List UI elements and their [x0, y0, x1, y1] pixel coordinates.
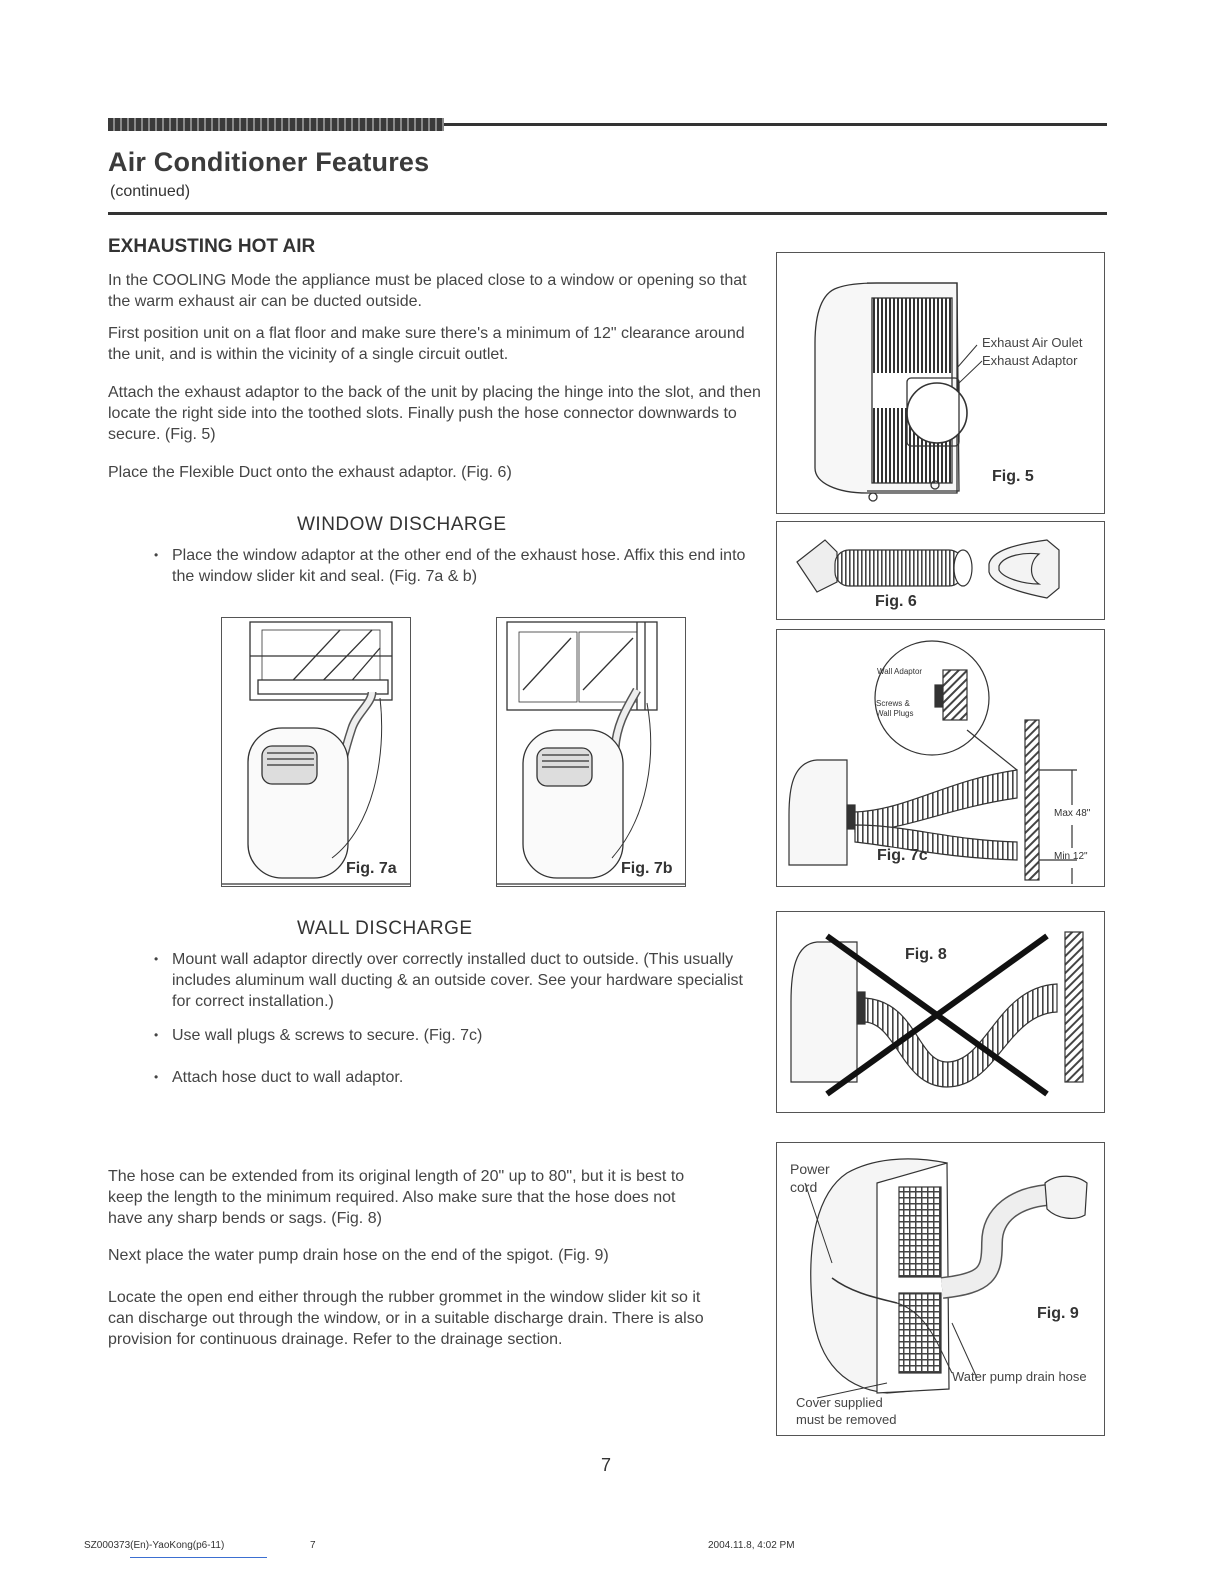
fig5-callout-exhaust-adaptor: Exhaust Adaptor	[982, 353, 1078, 368]
exhausting-paragraph-1: In the COOLING Mode the appliance must be placed close to a window or opening so that the warm exhaust air can be ducted outside.	[108, 272, 747, 310]
window-discharge-bullet: • Place the window adaptor at the other end of the exhaust hose. Affix this end into the window slider kit and seal. (Fig. 7a & b)	[152, 545, 772, 587]
flexible-duct-illustration	[777, 522, 1104, 619]
footer-page-small: 7	[310, 1540, 316, 1551]
figure-7b	[496, 617, 686, 887]
fig7c-screws-label-2: Wall Plugs	[876, 709, 914, 718]
hose-paragraph-1: The hose can be extended from its original length of 20" up to 80", but it is best to keep the length to the minimum required. Also make sure that the hose does not have any sharp bends or sags. (Fig. 8)	[108, 1168, 685, 1227]
footer-timestamp: 2004.11.8, 4:02 PM	[708, 1540, 795, 1551]
hose-paragraph-3: Locate the open end either through the rubber grommet in the window slider kit so it can discharge out through the window, or in a suitable discharge drain. There is also provision for continuous drainage. Refer to the drainage section.	[108, 1289, 704, 1348]
header-thin-rule	[444, 123, 1107, 126]
page-number: 7	[601, 1455, 612, 1475]
page-subtitle: (continued)	[110, 183, 191, 200]
fig7c-wall-adaptor-label: Wall Adaptor	[877, 667, 923, 676]
figure-5-label: Fig. 5	[992, 468, 1034, 485]
figure-6	[776, 521, 1105, 620]
wall-discharge-heading: WALL DISCHARGE	[297, 918, 473, 939]
fig7c-screws-label-1: Screws &	[876, 699, 910, 708]
exhausting-heading: EXHAUSTING HOT AIR	[108, 236, 316, 257]
unit-rear-illustration	[777, 253, 1104, 513]
figure-9-label: Fig. 9	[1037, 1305, 1079, 1322]
page-title: Air Conditioner Features	[108, 147, 430, 177]
wall-discharge-bullet-3: • Attach hose duct to wall adaptor.	[152, 1067, 757, 1088]
exhausting-paragraph-4: Place the Flexible Duct onto the exhaust adaptor. (Fig. 6)	[108, 464, 512, 481]
figure-9	[776, 1142, 1105, 1436]
footer-doc-code: SZ000373(En)-YaoKong(p6-11)	[84, 1540, 225, 1551]
hose-paragraph-2: Next place the water pump drain hose on the end of the spigot. (Fig. 9)	[108, 1247, 609, 1264]
figure-7a	[221, 617, 411, 887]
figure-7c	[776, 629, 1105, 887]
sliding-window-install-illustration	[497, 618, 685, 886]
wall-install-illustration	[777, 630, 1104, 886]
exhausting-paragraph-2: First position unit on a flat floor and make sure there's a minimum of 12" clearance around the unit, and is within the vicinity of a single circuit outlet.	[108, 325, 745, 363]
wall-discharge-bullet-1: • Mount wall adaptor directly over correctly installed duct to outside. (This usually includes aluminum wall ducting & an outside cover. See your hardware specialist for correct installation.)	[152, 949, 757, 1012]
wall-discharge-bullet-2: • Use wall plugs & screws to secure. (Fig. 7c)	[152, 1025, 757, 1046]
fig9-power-cord-label-1: Power	[790, 1161, 830, 1177]
fig9-drain-hose-label: Water pump drain hose	[952, 1369, 1087, 1384]
figure-7a-label: Fig. 7a	[346, 860, 397, 877]
header-dashed-rule	[108, 118, 444, 131]
fig9-power-cord-label-2: cord	[790, 1179, 818, 1195]
fig9-cover-label-1: Cover supplied	[796, 1395, 883, 1410]
figure-8	[776, 911, 1105, 1113]
figure-8-label: Fig. 8	[905, 946, 947, 963]
exhausting-paragraph-3: Attach the exhaust adaptor to the back of the unit by placing the hinge into the slot, and then locate the right side into the toothed slots. Finally push the hose connector downwards to secure. (Fig. 5)	[108, 384, 761, 443]
window-discharge-heading: WINDOW DISCHARGE	[297, 514, 507, 535]
fig7c-max-label: Max 48"	[1054, 808, 1091, 819]
window-install-illustration	[222, 618, 410, 886]
drain-hose-illustration	[777, 1143, 1104, 1435]
footer-link-underline	[130, 1557, 267, 1558]
fig7c-min-label: Min 12"	[1054, 851, 1088, 862]
figure-6-label: Fig. 6	[875, 593, 917, 610]
incorrect-hose-sag-illustration	[777, 912, 1104, 1112]
figure-7b-label: Fig. 7b	[621, 860, 673, 877]
fig5-callout-exhaust-outlet: Exhaust Air Oulet	[982, 335, 1083, 350]
figure-5	[776, 252, 1105, 514]
figure-7c-label: Fig. 7c	[877, 847, 928, 864]
title-underline-rule	[108, 212, 1107, 215]
fig9-cover-label-2: must be removed	[796, 1412, 897, 1427]
